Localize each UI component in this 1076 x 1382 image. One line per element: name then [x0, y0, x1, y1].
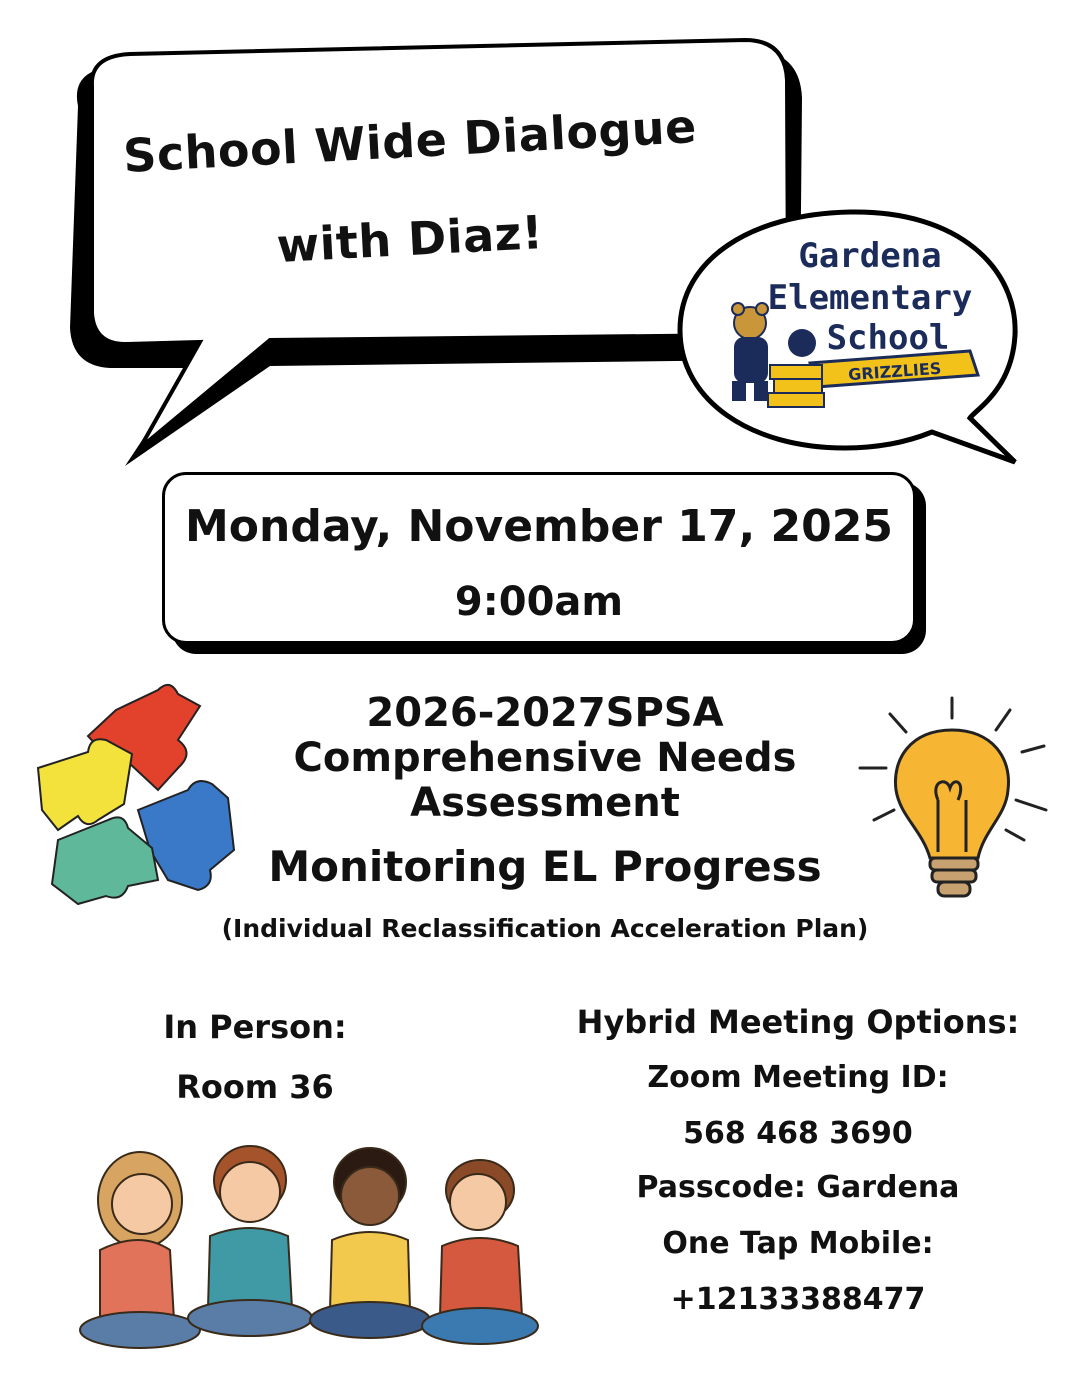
bear-mascot-icon [732, 303, 768, 401]
in-person-heading: In Person: [163, 1008, 347, 1046]
title-line-1: School Wide Dialogue [121, 99, 698, 183]
hybrid-heading: Hybrid Meeting Options: [576, 1003, 1020, 1041]
in-person-location: Room 36 [176, 1068, 334, 1106]
agenda-line-2: Comprehensive Needs [293, 735, 797, 781]
event-time: 9:00am [454, 579, 624, 625]
zoom-label: Zoom Meeting ID: [647, 1060, 949, 1095]
logo-line-2: Elementary [767, 278, 973, 318]
agenda-line-5: (Individual Reclassification Acceleration Plan) [221, 914, 869, 943]
school-logo [720, 225, 990, 415]
title-line-2: with Diaz! [275, 205, 545, 273]
logo-line-3: School [826, 318, 950, 358]
one-tap-number: +12133388477 [670, 1282, 926, 1317]
logo-banner: GRIZZLIES [847, 358, 942, 385]
logo-line-1: Gardena [798, 236, 942, 276]
date-time-box [162, 472, 916, 644]
zoom-meeting-id: 568 468 3690 [683, 1116, 913, 1151]
agenda-line-3: Assessment [410, 780, 680, 826]
children-illustration [70, 1140, 550, 1360]
agenda-line-4: Monitoring EL Progress [268, 842, 822, 891]
one-tap-label: One Tap Mobile: [662, 1226, 934, 1261]
passcode: Passcode: Gardena [636, 1170, 960, 1205]
agenda-line-1: 2026-2027SPSA [366, 690, 724, 736]
event-date: Monday, November 17, 2025 [185, 501, 893, 552]
